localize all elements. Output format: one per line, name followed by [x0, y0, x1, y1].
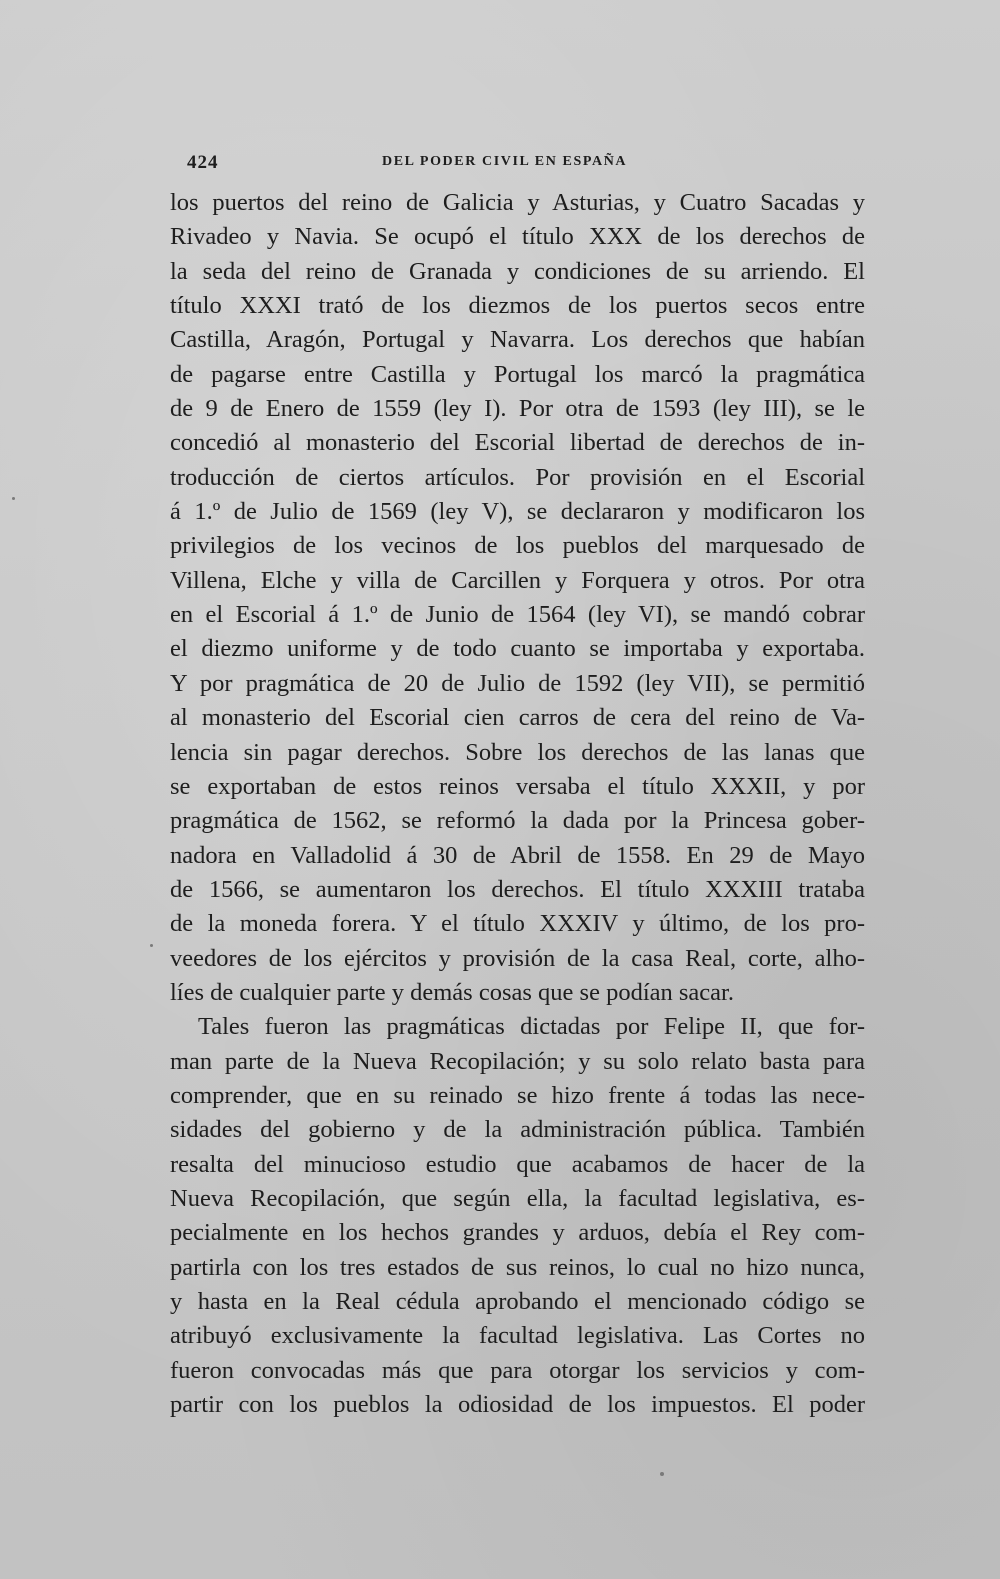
text-line: concedió al monasterio del Escorial libertad de derechos de in-: [170, 429, 865, 457]
text-line: nadora en Valladolid á 30 de Abril de 1558. En 29 de Mayo: [170, 841, 865, 869]
text-line: de 9 de Enero de 1559 (ley I). Por otra de 1593 (ley III), se le: [170, 395, 865, 423]
text-line: Rivadeo y Navia. Se ocupó el título XXX de los derechos de: [170, 223, 865, 251]
text-line: partirla con los tres estados de sus reinos, lo cual no hizo nunca,: [170, 1253, 865, 1281]
paper-speck: [12, 497, 15, 500]
text-line: Y por pragmática de 20 de Julio de 1592 (ley VII), se permitió: [170, 669, 865, 697]
text-line: veedores de los ejércitos y provisión de la casa Real, corte, alho-: [170, 944, 865, 972]
text-line: partir con los pueblos la odiosidad de los impuestos. El poder: [170, 1391, 865, 1419]
text-line: troducción de ciertos artículos. Por provisión en el Escorial: [170, 463, 865, 491]
text-line: y hasta en la Real cédula aprobando el mencionado código se: [170, 1288, 865, 1315]
page-header: [187, 152, 872, 178]
text-line: al monasterio del Escorial cien carros de cera del reino de Va-: [170, 704, 865, 732]
text-line: sidades del gobierno y de la administración pública. También: [170, 1116, 865, 1144]
text-line: privilegios de los vecinos de los pueblos del marquesado de: [170, 532, 865, 560]
text-line: de la moneda forera. Y el título XXXIV y último, de los pro-: [170, 910, 865, 938]
text-line: el diezmo uniforme y de todo cuanto se importaba y exportaba.: [170, 635, 865, 663]
paragraph-last-line: líes de cualquier parte y demás cosas que se podían sacar.: [170, 978, 734, 1006]
text-line: en el Escorial á 1.º de Junio de 1564 (ley VI), se mandó cobrar: [170, 601, 865, 629]
text-line: fueron convocadas más que para otorgar los servicios y com-: [170, 1356, 865, 1384]
text-line: pragmática de 1562, se reformó la dada por la Princesa gober-: [170, 807, 865, 835]
text-line: pecialmente en los hechos grandes y arduos, debía el Rey com-: [170, 1219, 865, 1247]
text-line: título XXXI trató de los diezmos de los puertos secos entre: [170, 292, 865, 320]
text-line: man parte de la Nueva Recopilación; y su solo relato basta para: [170, 1047, 865, 1075]
text-line: lencia sin pagar derechos. Sobre los derechos de las lanas que: [170, 738, 865, 766]
text-line: se exportaban de estos reinos versaba el título XXXII, y por: [170, 772, 865, 800]
text-line: los puertos del reino de Galicia y Asturias, y Cuatro Sacadas y: [170, 189, 865, 216]
paper-speck: [660, 1472, 664, 1476]
text-line: á 1.º de Julio de 1569 (ley V), se declararon y modificaron los: [170, 498, 865, 526]
text-line: resalta del minucioso estudio que acabamos de hacer de la: [170, 1150, 865, 1178]
body-text: [170, 186, 865, 1422]
text-line: atribuyó exclusivamente la facultad legislativa. Las Cortes no: [170, 1322, 865, 1350]
text-line: de 1566, se aumentaron los derechos. El título XXXIII trataba: [170, 875, 865, 903]
text-line: de pagarse entre Castilla y Portugal los marcó la pragmática: [170, 360, 865, 388]
text-line: Nueva Recopilación, que según ella, la facultad legislativa, es-: [170, 1184, 865, 1212]
text-line: la seda del reino de Granada y condiciones de su arriendo. El: [170, 257, 865, 285]
paper-speck: [150, 944, 153, 947]
page-number: 424: [187, 152, 219, 173]
running-head: DEL PODER CIVIL EN ESPAÑA: [382, 154, 628, 169]
text-line: Villena, Elche y villa de Carcillen y Forquera y otros. Por otra: [170, 566, 865, 594]
text-line: comprender, que en su reinado se hizo frente á todas las nece-: [170, 1081, 865, 1109]
text-line: Castilla, Aragón, Portugal y Navarra. Los derechos que habían: [170, 326, 865, 354]
paragraph-first-line: Tales fueron las pragmáticas dictadas por Felipe II, que for-: [198, 1013, 865, 1041]
